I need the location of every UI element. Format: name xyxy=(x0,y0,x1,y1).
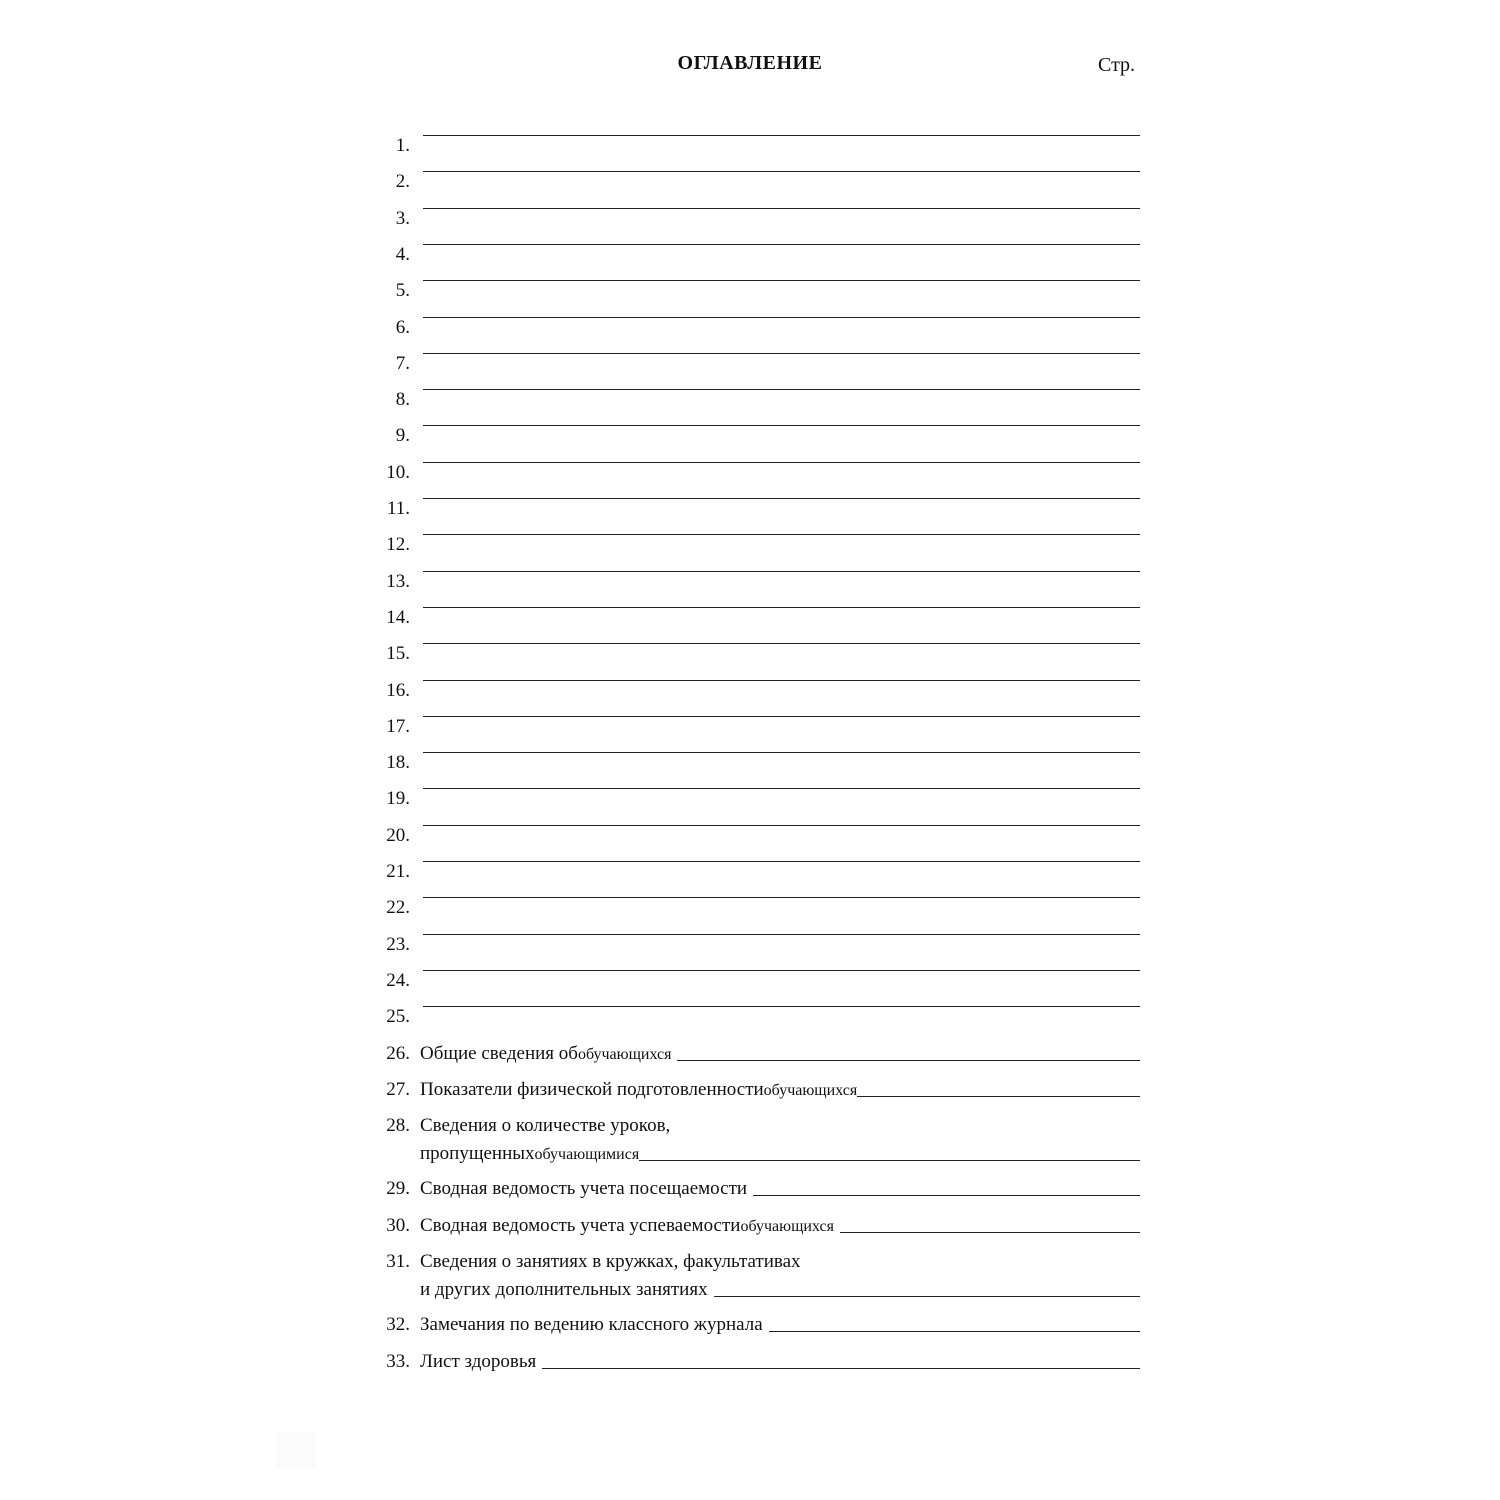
toc-entry-line xyxy=(420,350,1140,352)
toc-entry-body xyxy=(420,1112,1140,1169)
toc-entry-body xyxy=(420,640,1140,642)
page-number-fill-line[interactable] xyxy=(639,1159,1140,1161)
toc-entry-line xyxy=(420,1112,1140,1140)
toc-entry-line xyxy=(420,967,1140,969)
toc-entry-body xyxy=(420,749,1140,751)
toc-entry-title-continued: и других дополнительных занятиях xyxy=(420,1279,708,1300)
toc-entry-number: 22. xyxy=(386,897,410,919)
toc-entry-number: 29. xyxy=(386,1178,410,1200)
toc-entry-body xyxy=(420,931,1140,933)
page-number-fill-line[interactable] xyxy=(423,207,1140,209)
toc-entry-body xyxy=(420,967,1140,969)
toc-entry-body xyxy=(420,386,1140,388)
toc-entry-title: Сведения о количестве уроков, xyxy=(420,1115,671,1137)
toc-entry-body xyxy=(420,1175,1140,1203)
toc-entry-line xyxy=(420,1212,1140,1241)
page-number-fill-line[interactable] xyxy=(677,1059,1140,1061)
toc-entry-body xyxy=(420,1076,1140,1105)
faint-mark xyxy=(276,1432,316,1468)
toc-entry-line xyxy=(420,640,1140,642)
page-number-fill-line[interactable] xyxy=(753,1194,1140,1196)
toc-entry-body xyxy=(420,241,1140,243)
toc-entry-body xyxy=(420,1248,1140,1304)
toc-entry-body xyxy=(420,132,1140,134)
toc-entry-number: 17. xyxy=(386,715,410,737)
toc-entry-line xyxy=(420,1311,1140,1339)
page-number-fill-line[interactable] xyxy=(423,642,1140,644)
toc-entry-body xyxy=(420,1212,1140,1241)
page-number-fill-line[interactable] xyxy=(423,279,1140,281)
toc-entry-number: 5. xyxy=(395,280,410,302)
page-number-fill-line[interactable] xyxy=(423,679,1140,681)
toc-entry-number: 21. xyxy=(386,861,410,882)
page-number-fill-line[interactable] xyxy=(423,461,1140,463)
toc-entry-line xyxy=(420,785,1140,787)
page-number-fill-line[interactable] xyxy=(769,1330,1140,1332)
toc-entry-line xyxy=(420,422,1140,424)
toc-entry-number: 15. xyxy=(386,643,410,665)
toc-entry-body xyxy=(420,1348,1140,1376)
toc-entry-line xyxy=(420,749,1140,751)
toc-entry-body xyxy=(420,677,1140,679)
toc-entry-line xyxy=(420,1003,1140,1005)
page-number-fill-line[interactable] xyxy=(423,933,1140,935)
toc-entry-number: 11. xyxy=(386,498,410,519)
toc-entry-title: Сводная ведомость учета посещаемости xyxy=(420,1178,748,1200)
page-number-fill-line[interactable] xyxy=(423,751,1140,753)
page-number-fill-line[interactable] xyxy=(423,497,1140,499)
toc-entry-number: 24. xyxy=(386,969,410,991)
toc-entry-body xyxy=(420,604,1140,606)
toc-entry-title: Сводная ведомость учета успеваемости xyxy=(420,1214,741,1236)
toc-entry-body xyxy=(420,350,1140,352)
toc-entry-line xyxy=(420,1248,1140,1276)
page-number-fill-line[interactable] xyxy=(423,170,1140,172)
toc-entry-body xyxy=(420,495,1140,497)
toc-entry-title: Замечания по ведению классного журнала xyxy=(420,1314,763,1336)
toc-entry-body xyxy=(420,314,1140,316)
toc-entry-line xyxy=(420,713,1140,715)
toc-entry-line xyxy=(420,822,1140,824)
toc-entry-number: 10. xyxy=(386,461,410,483)
toc-entry-number: 19. xyxy=(386,788,410,810)
toc-entry-line xyxy=(420,1276,1140,1304)
toc-entry-number: 9. xyxy=(395,425,410,447)
toc-entry-number: 32. xyxy=(386,1314,410,1336)
page-number-fill-line[interactable] xyxy=(423,969,1140,971)
toc-entry-body xyxy=(420,785,1140,787)
page-number-fill-line[interactable] xyxy=(423,533,1140,535)
toc-entry-subject: обучающихся xyxy=(577,1045,672,1063)
toc-entry-title-continued: пропущенных xyxy=(420,1143,535,1165)
toc-entry-number: 27. xyxy=(386,1078,410,1100)
toc-entry-number: 30. xyxy=(386,1214,410,1236)
toc-entry-number: 26. xyxy=(386,1042,410,1064)
page-number-fill-line[interactable] xyxy=(423,715,1140,717)
page-number-fill-line[interactable] xyxy=(423,570,1140,572)
toc-entry-title: Общие сведения об xyxy=(420,1042,578,1064)
toc-entry-number: 31. xyxy=(386,1251,410,1272)
toc-entry-line xyxy=(420,1140,1140,1169)
toc-entry-line xyxy=(420,168,1140,170)
toc-entry-number: 20. xyxy=(386,824,410,846)
toc-entry-number: 13. xyxy=(386,570,410,592)
toc-entry-line xyxy=(420,858,1140,860)
toc-entry-line xyxy=(420,568,1140,570)
toc-entry-body xyxy=(420,713,1140,715)
page-number-fill-line[interactable] xyxy=(840,1231,1140,1233)
page-number-fill-line[interactable] xyxy=(423,860,1140,862)
toc-entry-number: 33. xyxy=(386,1350,410,1372)
page-title: ОГЛАВЛЕНИЕ xyxy=(677,52,823,74)
toc-entry-body xyxy=(420,422,1140,424)
toc-entry-line xyxy=(420,1175,1140,1203)
toc-entry-body xyxy=(420,894,1140,896)
toc-entry-line xyxy=(420,531,1140,533)
toc-entry-body xyxy=(420,168,1140,170)
toc-entry-number: 2. xyxy=(395,171,410,193)
toc-entry-line xyxy=(420,1348,1140,1376)
toc-entry-body xyxy=(420,277,1140,279)
toc-entry-body xyxy=(420,1040,1140,1069)
page-number-fill-line[interactable] xyxy=(423,424,1140,426)
toc-entry-body xyxy=(420,568,1140,570)
page-number-fill-line[interactable] xyxy=(423,606,1140,608)
toc-entry-subject: обучающимися xyxy=(534,1146,640,1164)
page-number-fill-line[interactable] xyxy=(423,1005,1140,1007)
toc-entry-body xyxy=(420,531,1140,533)
toc-entry-body xyxy=(420,205,1140,207)
toc-entry-line xyxy=(420,677,1140,679)
toc-entry-number: 3. xyxy=(395,207,410,229)
page-number-fill-line[interactable] xyxy=(423,787,1140,789)
toc-entry-subject: обучающихся xyxy=(740,1217,834,1235)
toc-entry-number: 25. xyxy=(386,1006,410,1028)
toc-entry-title: Лист здоровья xyxy=(420,1350,537,1372)
page-number-fill-line[interactable] xyxy=(423,134,1140,136)
toc-entry-body xyxy=(420,858,1140,860)
page-number-fill-line[interactable] xyxy=(714,1295,1140,1297)
toc-entry-number: 12. xyxy=(386,534,410,556)
toc-entry-subject: обучающихся xyxy=(763,1081,858,1099)
toc-entry-title: Сведения о занятиях в кружках, факультативах xyxy=(420,1251,801,1272)
toc-entry-number: 4. xyxy=(395,243,410,265)
toc-entry-number: 23. xyxy=(386,933,410,955)
toc-entry-line xyxy=(420,894,1140,896)
page-number-fill-line[interactable] xyxy=(423,824,1140,826)
toc-entry-line xyxy=(420,1076,1140,1105)
toc-entry-number: 14. xyxy=(386,606,410,628)
toc-entry-body xyxy=(420,1003,1140,1005)
toc-entry-body xyxy=(420,822,1140,824)
toc-entry-line xyxy=(420,495,1140,497)
page-number-fill-line[interactable] xyxy=(423,388,1140,390)
toc-entry-number: 18. xyxy=(386,752,410,774)
toc-entry-title: Показатели физической подготовленности xyxy=(420,1078,764,1100)
toc-entry-line xyxy=(420,931,1140,933)
toc-entry-line xyxy=(420,277,1140,279)
page-column-label: Стр. xyxy=(1098,54,1136,76)
toc-entry-line xyxy=(420,604,1140,606)
toc-entry-line xyxy=(420,314,1140,316)
toc-entry-number: 8. xyxy=(395,389,410,411)
page-number-fill-line[interactable] xyxy=(423,896,1140,898)
toc-entry-line xyxy=(420,132,1140,134)
page-number-fill-line[interactable] xyxy=(857,1095,1140,1097)
toc-entry-number: 7. xyxy=(395,352,410,374)
toc-entry-number: 28. xyxy=(386,1115,410,1137)
page-number-fill-line[interactable] xyxy=(423,316,1140,318)
toc-entry-line xyxy=(420,241,1140,243)
toc-entry-body xyxy=(420,1311,1140,1339)
toc-entry-number: 6. xyxy=(395,316,410,338)
toc-entry-body xyxy=(420,459,1140,461)
page-number-fill-line[interactable] xyxy=(423,243,1140,245)
toc-entry-line xyxy=(420,459,1140,461)
toc-entry-number: 16. xyxy=(386,679,410,701)
page-number-fill-line[interactable] xyxy=(542,1367,1140,1369)
toc-entry-line xyxy=(420,1040,1140,1069)
page-number-fill-line[interactable] xyxy=(423,352,1140,354)
toc-entry-number: 1. xyxy=(395,135,410,156)
toc-entry-line xyxy=(420,205,1140,207)
toc-entry-line xyxy=(420,386,1140,388)
